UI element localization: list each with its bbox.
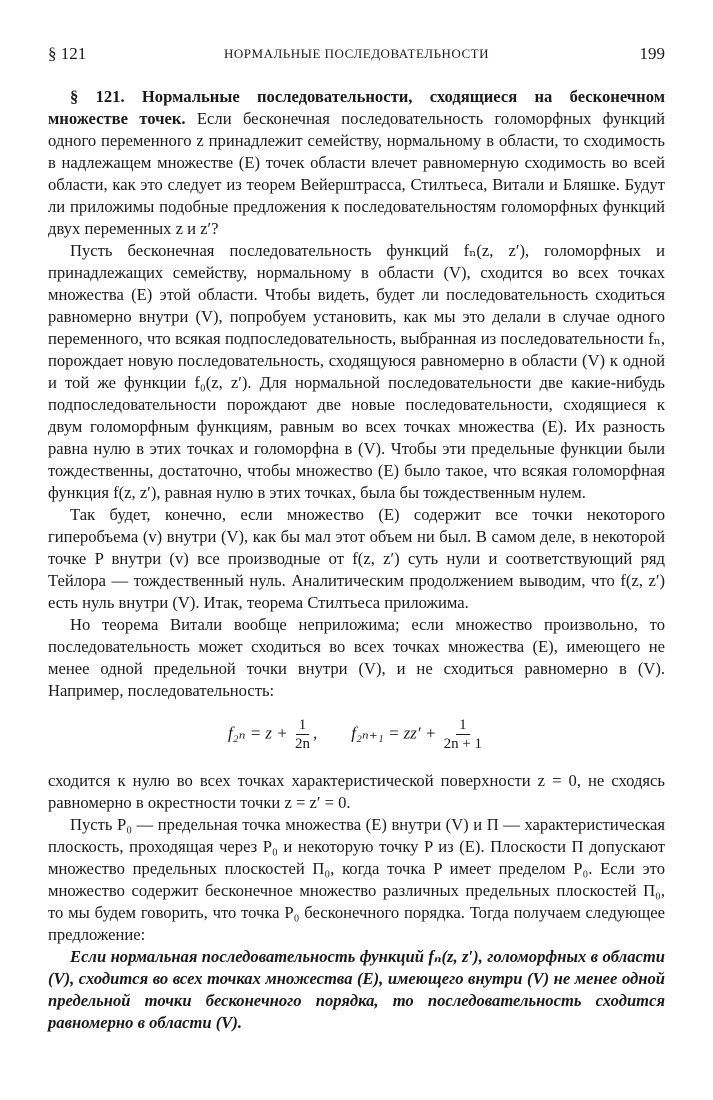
paragraph-4: Но теорема Витали вообще неприложима; если множество произвольно, то последовательность может сходиться во всех точках множества (E), имеющего не менее одной предельной точки внутри (V), и не сходиться равномерно в (V). Например, последовательность:: [48, 615, 665, 700]
fraction-1-denominator: 2n: [295, 736, 311, 752]
paragraph-2: Пусть бесконечная последовательность функций fₙ(z, z′), голоморфных и принадлежащих семейству, нормальному в области (V), сходится во всех точках множества (E) этой области. Чтобы видеть, будет ли последовательность сходиться равномерно внутри (V), попробуем установить, как мы это делали в случае одного переменного, что всякая подпоследовательность, выбранная из последовательности fₙ, порождает новую последовательность, сходящуюся равномерно в области (V) к одной и той же функции f₀(z, z′). Для нормальной последовательности две какие-нибудь подпоследовательности порождают две новые последовательности, сходящиеся к двум голоморфным функциям, равным во всех точках множества (E). Их разность равна нулю в этих точках и голоморфна в (V). Чтобы эти предельные функции были тождественны, достаточно, чтобы множество (E) было такое, что всякая голоморфная функция f(z, z′), равная нулю в этих точках, была бы тождественным нулем.: [48, 241, 665, 502]
theorem-statement: Если нормальная последовательность функций fₙ(z, z′), голоморфных в области (V), сходится во всех точках множества (E), имеющего внутри (V) не менее одной предельной точки бесконечного порядка, то последовательность сходится равномерно в области (V).: [48, 947, 665, 1032]
fraction-1-numerator: 1: [296, 716, 310, 735]
header-title: НОРМАЛЬНЫЕ ПОСЛЕДОВАТЕЛЬНОСТИ: [224, 46, 489, 61]
paragraph-3: Так будет, конечно, если множество (E) содержит все точки некоторого гиперобъема (v) внутри (V), как бы мал этот объем ни был. В самом деле, в некоторой точке P внутри (v) все производные от f(z, z′) суть нули и соответствующий ряд Тейлора — тождественный нуль. Аналитическим продолжением выводим, что f(z, z′) есть нуль внутри (V). Итак, теорема Стилтьеса приложима.: [48, 505, 665, 612]
formula-lhs-1: f₂ₙ = z +: [227, 723, 288, 743]
fraction-2-numerator: 1: [456, 716, 470, 735]
paragraph-1: [48, 86, 665, 240]
fraction-1: [295, 716, 310, 753]
formula-even-term: [228, 716, 317, 753]
section-title: § 121. Нормальные последовательности, сходящиеся на бесконечном множестве точек.: [48, 87, 665, 128]
fraction-2: [444, 716, 482, 753]
formula-odd-term: [351, 716, 485, 753]
body-text: [48, 86, 665, 1034]
formula-separator: ,: [313, 723, 318, 743]
running-header: [48, 44, 665, 68]
paragraph-5: сходится к нулю во всех точках характеристической поверхности z = 0, не сходясь равномерно в окрестности точки z = z′ = 0.: [48, 771, 665, 812]
fraction-2-denominator: 2n + 1: [443, 736, 483, 752]
paragraph-1-text: Если бесконечная последовательность голоморфных функций одного переменного z принадлежит семейству, нормальному в области, то сходимость в надлежащем множестве (E) точек области влечет равномерную сходимость во всей области, как это следует из теорем Вейерштрасса, Стилтьеса, Витали и Бляшке. Будут ли приложимы подобные предложения к последовательностям голоморфных функций двух переменных z и z′?: [48, 109, 665, 238]
formula-lhs-2: f₂ₙ₊₁ = zz′ +: [351, 723, 437, 743]
header-section: § 121: [48, 44, 87, 63]
page-number: 199: [639, 44, 665, 63]
paragraph-6: Пусть P₀ — предельная точка множества (E) внутри (V) и Π — характеристическая плоскость, проходящая через P₀ и некоторую точку P из (E). Плоскости Π допускают множество предельных плоскостей Π₀, когда точка P имеет пределом P₀. Если это множество содержит бесконечное множество различных предельных плоскостей Π₀, то мы будем говорить, что точка P₀ бесконечного порядка. Тогда получаем следующее предложение:: [48, 815, 665, 944]
display-formula: [48, 708, 665, 766]
